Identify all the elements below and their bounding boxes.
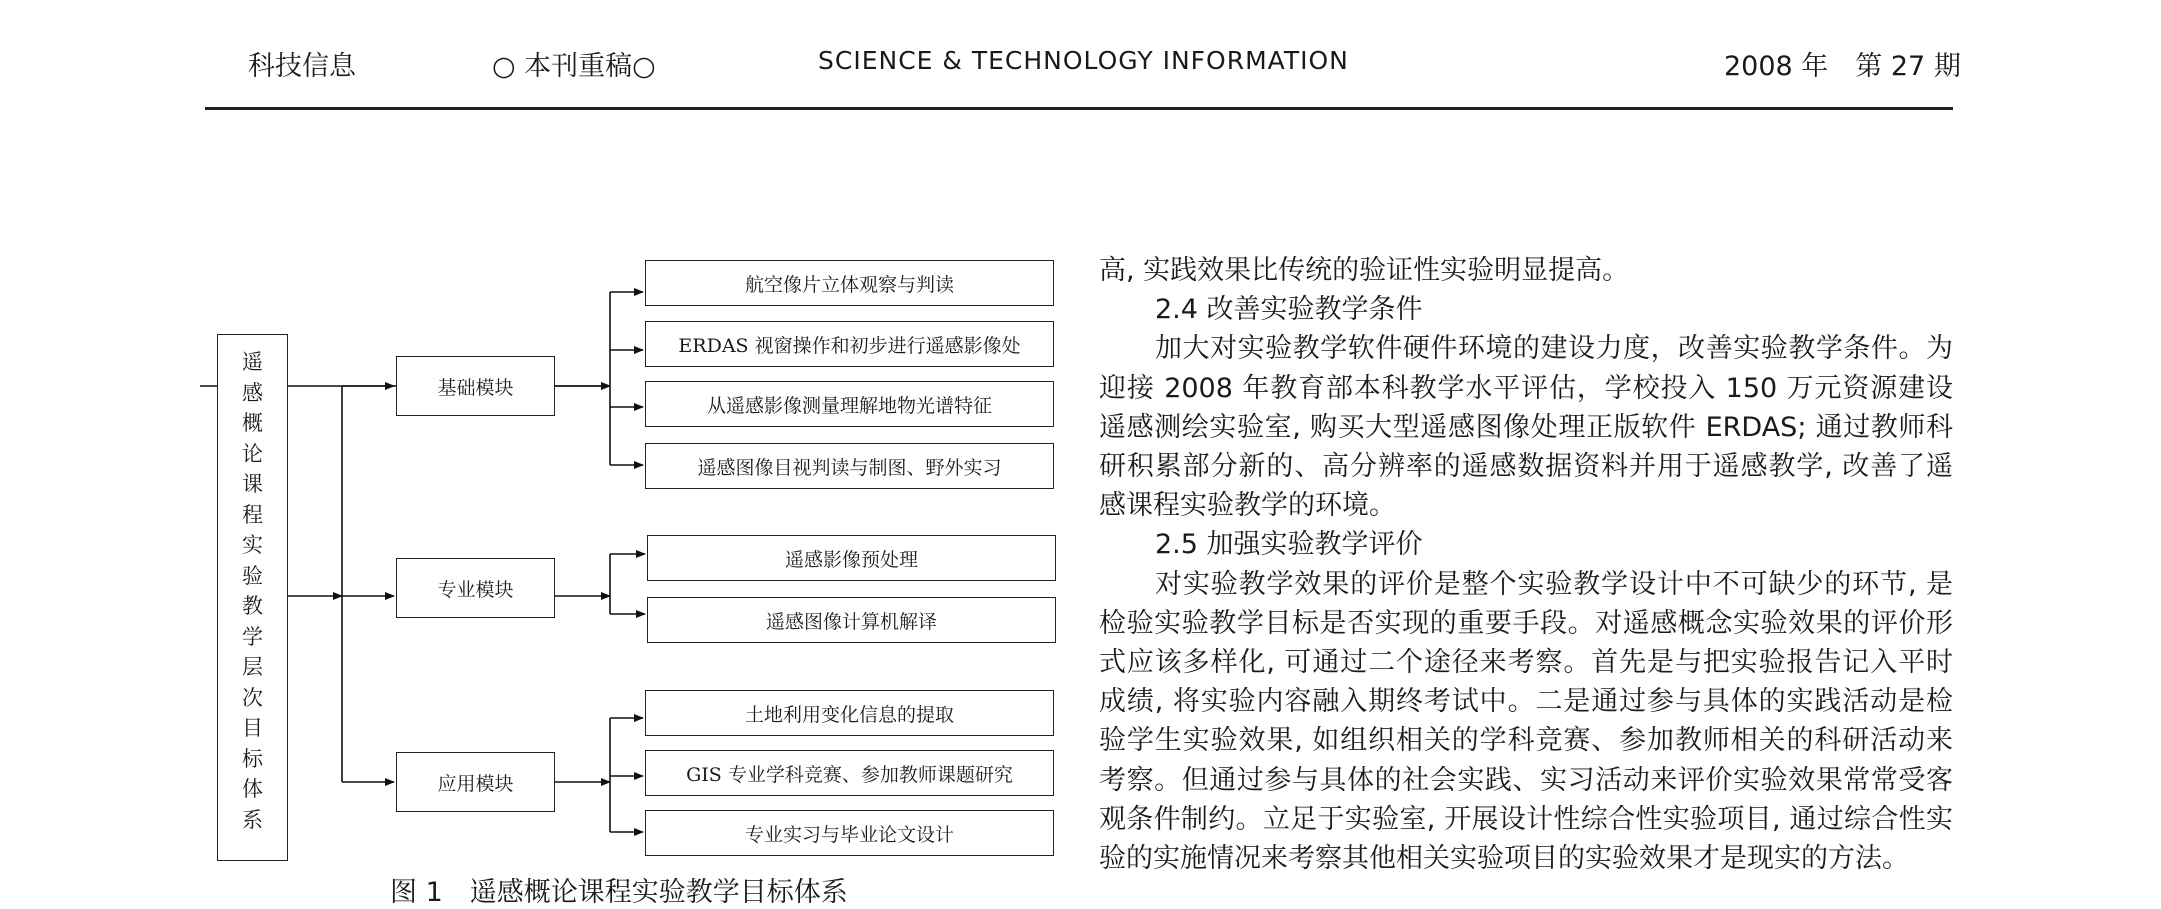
item-box: 航空像片立体观察与判读 bbox=[645, 260, 1054, 306]
root-char: 论 bbox=[242, 441, 263, 466]
root-char: 教 bbox=[242, 594, 263, 618]
root-char: 系 bbox=[242, 807, 263, 832]
module-box-application: 应用模块 bbox=[396, 752, 555, 812]
journal-english-title: SCIENCE & TECHNOLOGY INFORMATION bbox=[818, 46, 1349, 75]
paragraph: 高, 实践效果比传统的验证性实验明显提高。 bbox=[1099, 255, 1630, 286]
root-char: 程 bbox=[242, 502, 263, 527]
item-box: 土地利用变化信息的提取 bbox=[645, 690, 1054, 736]
item-box: 遥感图像目视判读与制图、野外实习 bbox=[645, 443, 1054, 489]
figure-caption: 图 1 遥感概论课程实验教学目标体系 bbox=[390, 877, 848, 908]
section-heading: 2.5 加强实验教学评价 bbox=[1155, 529, 1423, 561]
figure-diagram bbox=[200, 250, 1070, 908]
journal-name: 科技信息 bbox=[248, 51, 356, 82]
root-char: 实 bbox=[242, 533, 263, 557]
item-box: 遥感图像计算机解译 bbox=[647, 597, 1056, 643]
module-box-professional: 专业模块 bbox=[396, 558, 555, 618]
item-box: 遥感影像预处理 bbox=[647, 535, 1056, 581]
root-char: 层 bbox=[242, 655, 263, 679]
item-box: GIS 专业学科竞赛、参加教师课题研究 bbox=[645, 750, 1054, 796]
paragraph: 对实验教学效果的评价是整个实验教学设计中不可缺少的环节, 是检验实验教学目标是否实现的重要手段。对遥感概念实验效果的评价形式应该多样化, 可通过二个途径来考察。首先是与把实验报告记入平时成绩, 将实验内容融入期终考试中。二是通过参与具体的实践活动是检验学生实验效果, 如组织相关的学科竞赛、参加教师相关的科研活动来考察。但通过参与具体的社会实践、实习活动来评价实验效果常常受客观条件制约。立足于实验室, 开展设计性综合性实验项目, 通过综合性实验的实施情况来考察其他相关实验项目的实验效果才是现实的方法。 bbox=[1099, 568, 1953, 875]
root-char: 遥 bbox=[242, 350, 263, 374]
root-char: 学 bbox=[242, 624, 263, 649]
column-label: ○ 本刊重稿○ bbox=[492, 51, 656, 82]
root-char: 验 bbox=[242, 563, 263, 588]
section-heading: 2.4 改善实验教学条件 bbox=[1155, 294, 1423, 326]
root-char: 感 bbox=[242, 380, 263, 405]
root-char: 概 bbox=[242, 411, 263, 435]
root-char: 标 bbox=[242, 746, 263, 771]
item-box: 从遥感影像测量理解地物光谱特征 bbox=[645, 381, 1054, 427]
item-box: 专业实习与毕业论文设计 bbox=[645, 810, 1054, 856]
paragraph: 加大对实验教学软件硬件环境的建设力度，改善实验教学条件。为迎接 2008 年教育部本科教学水平评估，学校投入 150 万元资源建设遥感测绘实验室, 购买大型遥感图像处理正版软件 ERDAS; 通过教师科研积累部分新的、高分辨率的遥感数据资料并用于遥感教学, 改善了遥感课程实验教学的环境。 bbox=[1099, 333, 1953, 522]
item-box: ERDAS 视窗操作和初步进行遥感影像处 bbox=[645, 321, 1054, 367]
header-rule bbox=[205, 107, 1953, 110]
article-body bbox=[1099, 251, 1953, 878]
root-char: 目 bbox=[242, 716, 263, 740]
root-char: 次 bbox=[242, 685, 263, 710]
root-box bbox=[217, 334, 288, 861]
issue-info: 2008 年 第 27 期 bbox=[1724, 51, 1961, 82]
module-box-basic: 基础模块 bbox=[396, 356, 555, 416]
root-char: 体 bbox=[242, 777, 263, 801]
root-char: 课 bbox=[242, 472, 263, 496]
